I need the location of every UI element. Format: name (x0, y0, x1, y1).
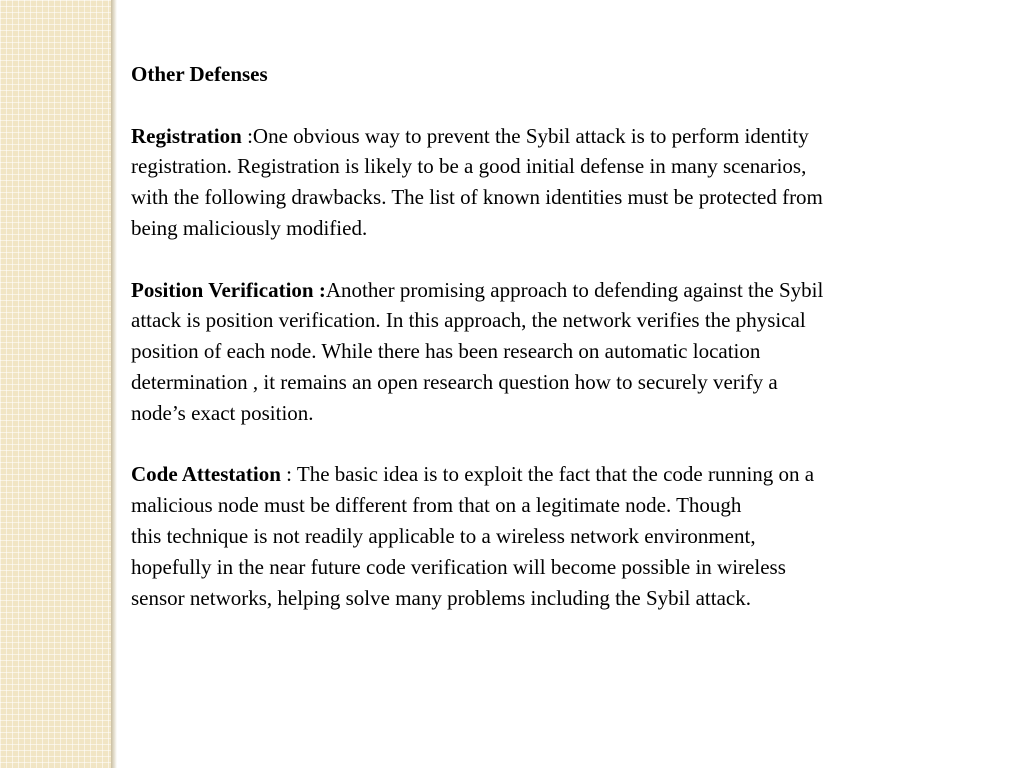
decorative-side-strip (0, 0, 111, 768)
registration-term: Registration (131, 123, 242, 148)
registration-line-3: with the following drawbacks. The list of known identities must be protected from (131, 185, 823, 210)
slide-title (131, 59, 991, 90)
code-attestation-line-1: : The basic idea is to exploit the fact that the code running on a (280, 462, 815, 487)
code-attestation-line-4: hopefully in the near future code verification will become possible in wireless (131, 554, 786, 579)
position-verification-line-5: node’s exact position. (131, 400, 314, 425)
code-attestation-term: Code Attestation (131, 462, 281, 487)
slide-content (131, 59, 991, 644)
position-verification-line-1: Another promising approach to defending against the Sybil (325, 277, 824, 302)
section-code-attestation (131, 459, 991, 613)
code-attestation-line-3: this technique is not readily applicable to a wireless network environment, (131, 523, 756, 548)
section-registration (131, 121, 991, 244)
position-verification-line-3: position of each node. While there has been research on automatic location (131, 339, 761, 364)
position-verification-line-2: attack is position verification. In this approach, the network verifies the physical (131, 308, 806, 333)
position-verification-term: Position Verification : (131, 277, 326, 302)
registration-line-4: being maliciously modified. (131, 215, 368, 240)
position-verification-line-4: determination , it remains an open research question how to securely verify a (131, 369, 778, 394)
side-strip-shadow (111, 0, 117, 768)
registration-line-2: registration. Registration is likely to be a good initial defense in many scenarios, (131, 154, 807, 179)
registration-line-1: :One obvious way to prevent the Sybil attack is to perform identity (241, 123, 809, 148)
code-attestation-line-2: malicious node must be different from that on a legitimate node. Though (131, 493, 742, 518)
section-position-verification (131, 275, 991, 429)
code-attestation-line-5: sensor networks, helping solve many problems including the Sybil attack. (131, 585, 751, 610)
slide-title-text: Other Defenses (131, 62, 268, 86)
